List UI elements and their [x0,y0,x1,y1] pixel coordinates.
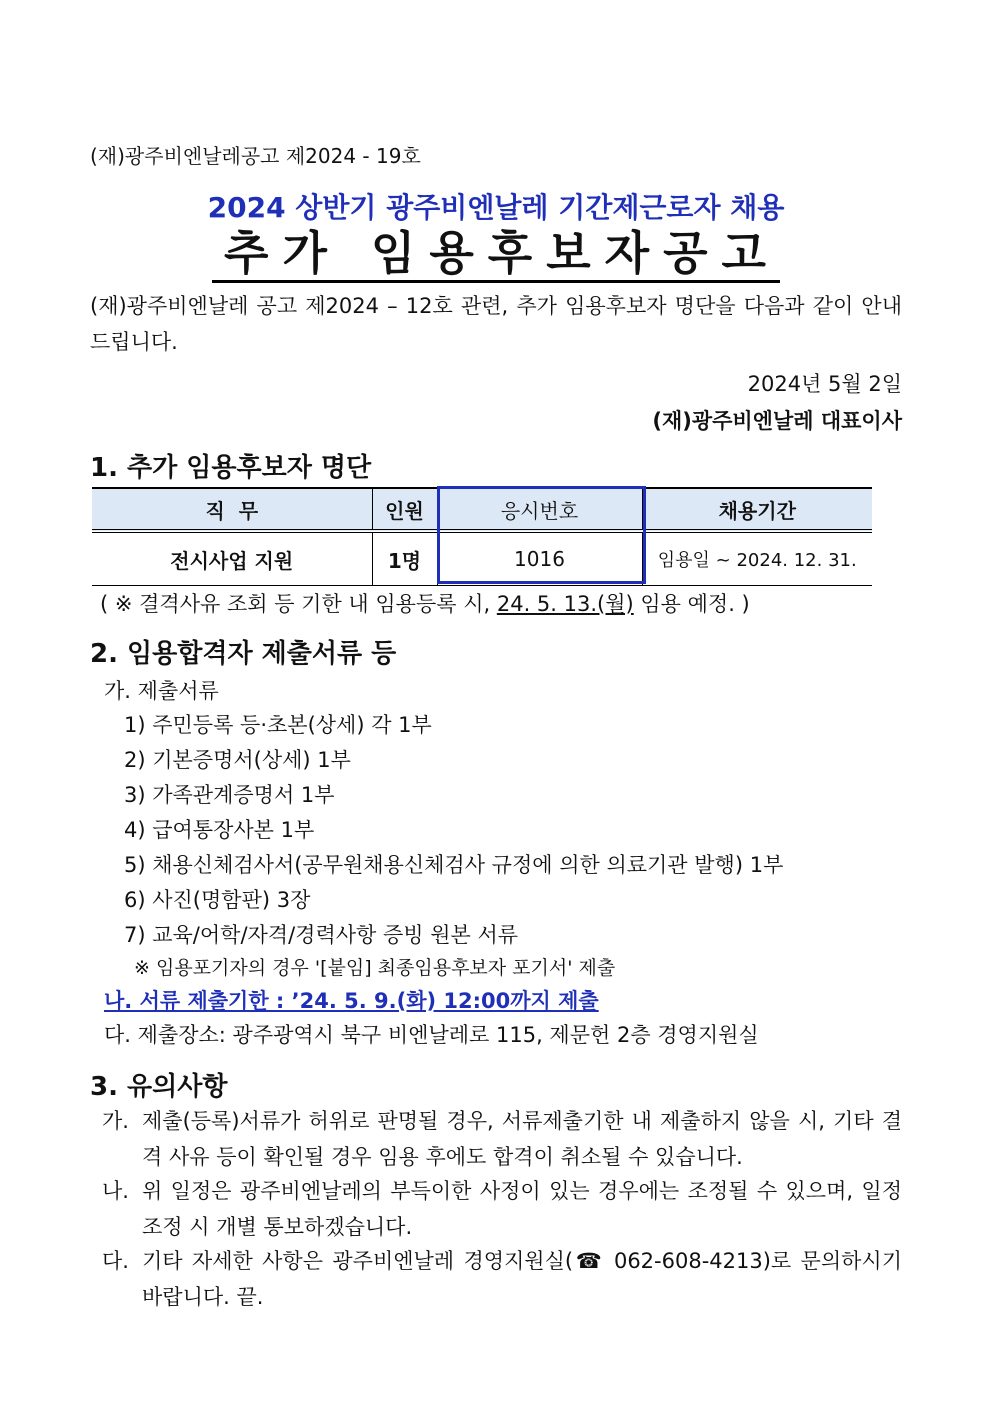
col-header-count: 인원 [372,488,437,531]
caution-text-3: 기타 자세한 사항은 광주비엔날레 경영지원실(☎ 062-608-4213)로 문의하시기 바랍니다. 끝. [142,1249,902,1309]
list-item: 2) 기본증명서(상세) 1부 [124,748,351,772]
cell-period: 임용일 ~ 2024. 12. 31. [642,531,872,586]
sub-a-label: 가. 제출서류 [104,679,219,703]
caution-item-1 [102,1103,902,1175]
col-header-period: 채용기간 [642,488,872,531]
intro-text: (재)광주비엔날레 공고 제2024 – 12호 관련, 추가 임용후보자 명단을 다음과 같이 안내드립니다. [90,294,902,354]
title-line2: 추가 임용후보자공고 [212,228,780,283]
section3-heading: 3. 유의사항 [90,1072,228,1102]
list-item: 3) 가족관계증명서 1부 [124,783,335,807]
section2-heading: 2. 임용합격자 제출서류 등 [90,639,397,669]
note-suffix: 임용 예정. ) [640,592,750,616]
title-line2-wrap [0,228,992,283]
list-item: 6) 사진(명함판) 3장 [124,888,311,912]
applicant-no-highlight [437,486,646,584]
caution-text-2: 위 일정은 광주비엔날레의 부득이한 사정이 있는 경우에는 조정될 수 있으며, 일정 조정 시 개별 통보하겠습니다. [142,1179,902,1239]
note-date: 24. 5. 13.(월) [496,592,634,616]
caution-mark-3: 다. [102,1249,129,1273]
cell-job: 전시사업 지원 [92,531,372,586]
caution-item-3 [102,1243,902,1315]
list-item: 4) 급여통장사본 1부 [124,818,315,842]
cell-count: 1명 [372,531,437,586]
caution-text-1: 제출(등록)서류가 허위로 판명될 경우, 서류제출기한 내 제출하지 않을 시, 기타 결격 사유 등이 확인될 경우 임용 후에도 합격이 취소될 수 있습니다. [142,1109,902,1169]
caution-mark-2: 나. [102,1179,129,1203]
note-prefix: ( ※ 결격사유 조회 등 기한 내 임용등록 시, [100,592,491,616]
submission-deadline: 나. 서류 제출기한 : ’24. 5. 9.(화) 12:00까지 제출 [104,989,599,1013]
col-header-applicant-no: 응시번호 [437,488,642,531]
title-line1: 2024 상반기 광주비엔날레 기간제근로자 채용 [207,191,785,224]
list-item: 1) 주민등록 등·초본(상세) 각 1부 [124,713,432,737]
documents-note: ※ 임용포기자의 경우 '[붙임] 최종임용후보자 포기서' 제출 [134,957,616,979]
submission-place: 다. 제출장소: 광주광역시 북구 비엔날레로 115, 제문헌 2층 경영지원실 [104,1023,759,1047]
organization: (재)광주비엔날레 대표이사 [652,409,902,433]
section1-heading: 1. 추가 임용후보자 명단 [90,453,372,483]
list-item: 7) 교육/어학/자격/경력사항 증빙 원본 서류 [124,923,519,947]
caution-mark-1: 가. [102,1109,129,1133]
list-item: 5) 채용신체검사서(공무원채용신체검사 규정에 의한 의료기관 발행) 1부 [124,853,784,877]
caution-item-2 [102,1173,902,1245]
table-note [100,588,750,618]
col-header-job: 직 무 [92,488,372,531]
notice-date: 2024년 5월 2일 [747,372,902,396]
notice-number: (재)광주비엔날레공고 제2024 - 19호 [90,144,421,168]
cell-applicant-no: 1016 [437,531,642,586]
